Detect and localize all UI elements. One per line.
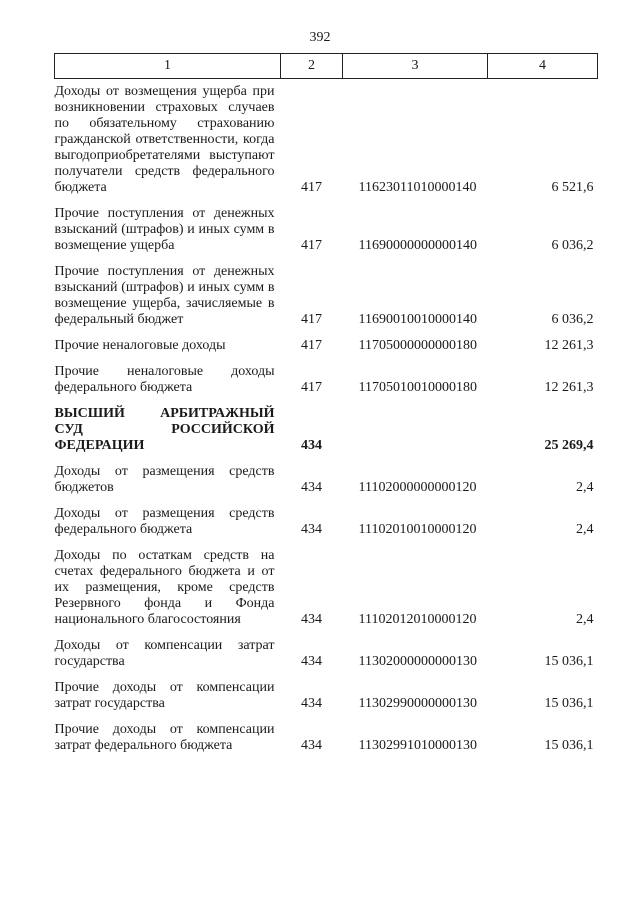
table-row — [55, 254, 598, 328]
row-amount: 15 036,1 — [544, 738, 594, 753]
row-amount: 12 261,3 — [544, 380, 594, 395]
table-row — [55, 396, 598, 454]
row-name: Прочие поступления от денежных взысканий (штрафов) и иных сумм в возмещение ущерба — [54, 206, 275, 253]
row-name: Доходы от размещения средств федерального бюджета — [54, 506, 275, 537]
header-row — [55, 54, 598, 79]
table-row — [55, 79, 598, 197]
header-col-2: 2 — [281, 54, 343, 79]
row-revenue-code — [343, 396, 488, 454]
row-revenue-code: 11690000000000140 — [358, 238, 477, 253]
row-amount: 15 036,1 — [544, 654, 594, 669]
row-revenue-code: 11623011010000140 — [358, 180, 477, 195]
row-admin-code: 434 — [301, 654, 322, 669]
header-col-1: 1 — [55, 54, 281, 79]
row-admin-code: 417 — [301, 312, 322, 327]
table-row — [55, 496, 598, 538]
header-col-3: 3 — [343, 54, 488, 79]
row-revenue-code: 11705000000000180 — [358, 338, 477, 353]
row-admin-code: 434 — [301, 438, 322, 453]
row-name: Прочие доходы от компенсации затрат государства — [54, 680, 275, 711]
row-revenue-code: 11705010010000180 — [358, 380, 477, 395]
row-revenue-code: 11302991010000130 — [358, 738, 477, 753]
row-admin-code: 417 — [301, 238, 322, 253]
row-admin-code: 434 — [301, 480, 322, 495]
row-amount: 2,4 — [576, 480, 594, 495]
table-row — [55, 454, 598, 496]
row-admin-code: 434 — [301, 522, 322, 537]
row-admin-code: 434 — [301, 696, 322, 711]
row-revenue-code: 11102012010000120 — [358, 612, 477, 627]
row-revenue-code: 11690010010000140 — [358, 312, 477, 327]
row-name: Доходы от компенсации затрат государства — [54, 638, 275, 669]
row-amount: 12 261,3 — [544, 338, 594, 353]
row-name: Доходы от возмещения ущерба при возникновении страховых случаев по обязательному страхованию гражданской ответственности, когда выгодоприобретателями выступают получатели средств федерального бюджета — [54, 84, 275, 195]
row-admin-code: 417 — [301, 338, 322, 353]
row-name: Доходы от размещения средств бюджетов — [54, 464, 275, 495]
header-col-4: 4 — [488, 54, 598, 79]
row-name: Прочие доходы от компенсации затрат федерального бюджета — [54, 722, 275, 753]
table-row — [55, 628, 598, 670]
row-revenue-code: 11102000000000120 — [358, 480, 477, 495]
row-revenue-code: 11302990000000130 — [358, 696, 477, 711]
row-amount: 2,4 — [576, 522, 594, 537]
table-header — [55, 54, 598, 79]
table-row — [55, 196, 598, 254]
row-revenue-code: 11302000000000130 — [358, 654, 477, 669]
row-name: ВЫСШИЙ АРБИТРАЖНЫЙ СУД РОССИЙСКОЙ ФЕДЕРАЦИИ — [54, 406, 275, 453]
table-body — [55, 79, 598, 755]
row-amount: 2,4 — [576, 612, 594, 627]
row-name: Доходы по остаткам средств на счетах федерального бюджета и от их размещения, кроме средств Резервного фонда и Фонда национального благосостояния — [54, 548, 275, 627]
row-admin-code: 434 — [301, 612, 322, 627]
row-amount: 25 269,4 — [544, 438, 594, 453]
table-row — [55, 354, 598, 396]
row-amount: 6 521,6 — [551, 180, 594, 195]
row-name: Прочие неналоговые доходы — [54, 338, 226, 353]
row-name: Прочие поступления от денежных взысканий (штрафов) и иных сумм в возмещение ущерба, зачисляемые в федеральный бюджет — [54, 264, 275, 327]
row-admin-code: 434 — [301, 738, 322, 753]
page-number: 392 — [309, 30, 331, 45]
table-row — [55, 712, 598, 754]
row-revenue-code: 11102010010000120 — [358, 522, 477, 537]
row-name: Прочие неналоговые доходы федерального бюджета — [54, 364, 275, 395]
row-amount: 15 036,1 — [544, 696, 594, 711]
revenue-table — [54, 53, 598, 754]
table-row — [55, 328, 598, 354]
table-row — [55, 538, 598, 628]
row-amount: 6 036,2 — [551, 312, 594, 327]
row-admin-code: 417 — [301, 180, 322, 195]
table-row — [55, 670, 598, 712]
row-amount: 6 036,2 — [551, 238, 594, 253]
row-admin-code: 417 — [301, 380, 322, 395]
